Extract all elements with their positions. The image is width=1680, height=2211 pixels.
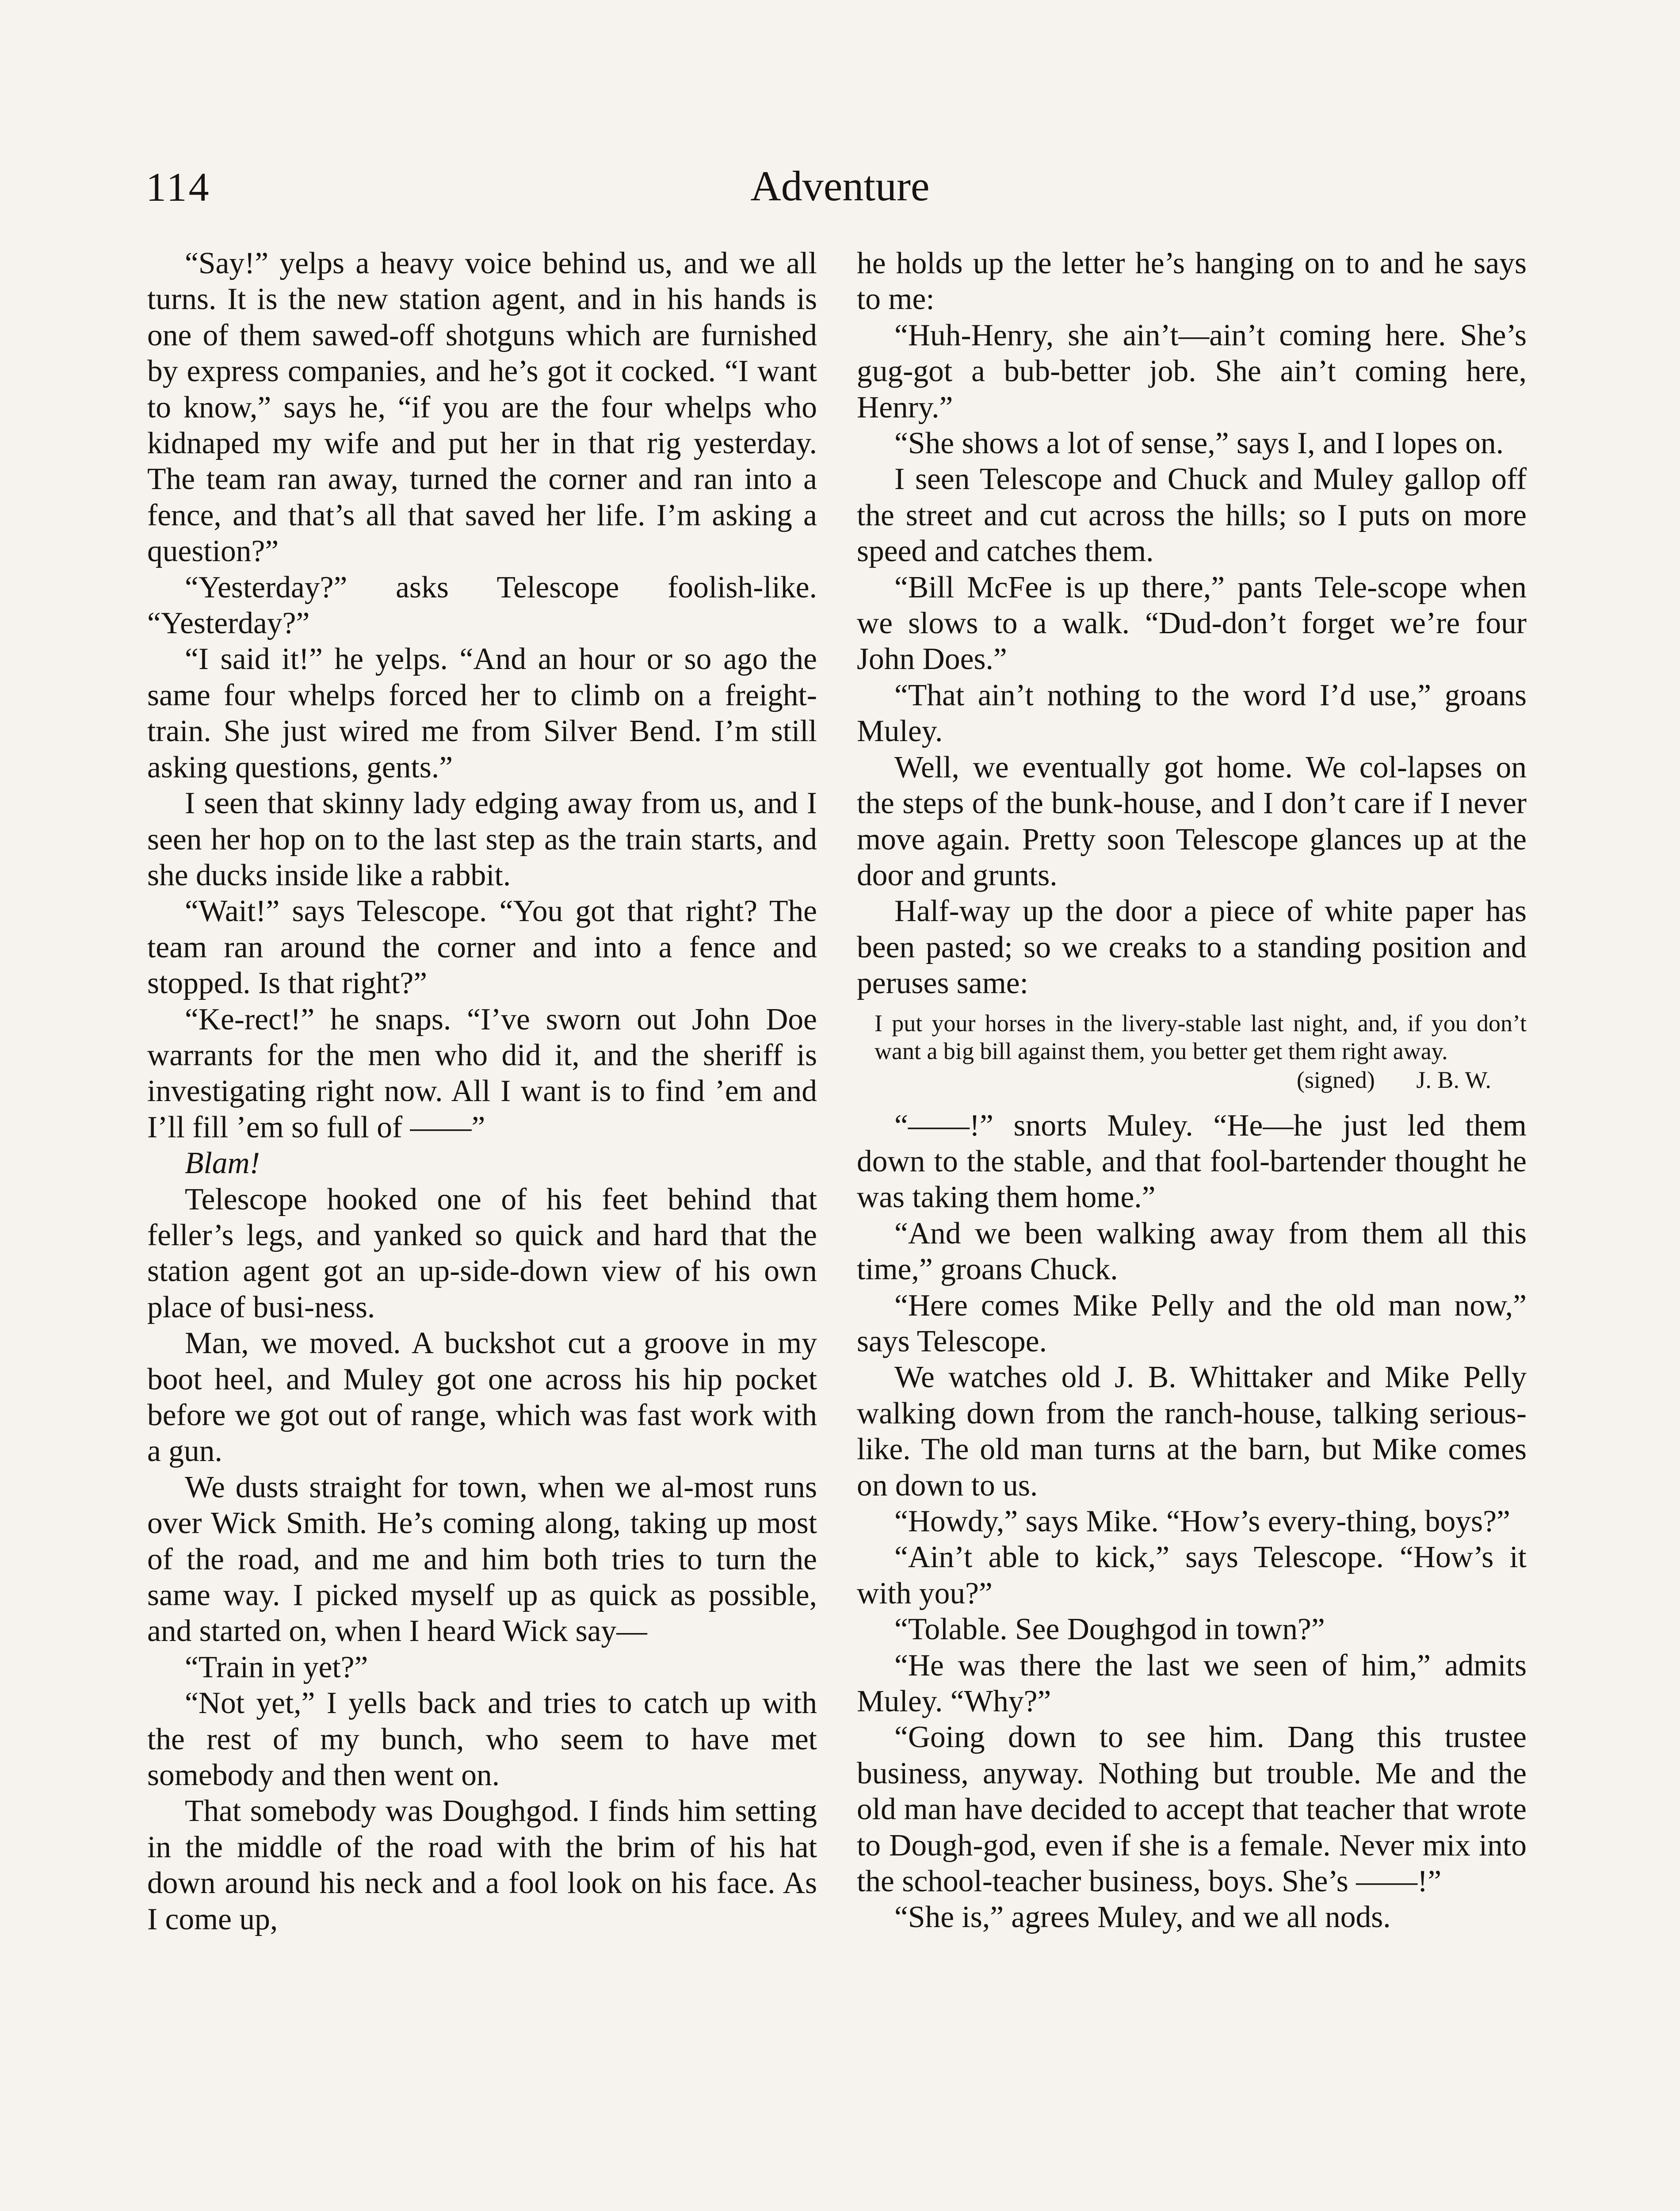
paragraph: “Ke-rect!” he snaps. “I’ve sworn out John Doe warrants for the men who did it, and the sheriff is investigating right now. All I want is to find ’em and I’ll fill ’em so full of ——” — [147, 1002, 817, 1144]
paragraph: “Tolable. See Doughgod in town?” — [894, 1612, 1325, 1647]
notice-signature — [857, 1065, 1527, 1094]
paragraph: “Ain’t able to kick,” says Telescope. “How’s it with you?” — [857, 1540, 1527, 1610]
paragraph: Well, we eventually got home. We col-lapses on the steps of the bunk-house, and I don’t care if I never move again. Pretty soon Telescope glances up at the door and grunts. — [857, 750, 1527, 892]
paragraph: I seen Telescope and Chuck and Muley gallop off the street and cut across the hills; so I puts on more speed and catches them. — [857, 462, 1527, 569]
paragraph-italic: Blam! — [185, 1146, 260, 1181]
right-column — [857, 245, 1527, 1936]
paragraph: “Say!” yelps a heavy voice behind us, and we all turns. It is the new station agent, and in his hands is one of them sawed-off shotguns which are furnished by express companies, and he’s got it cocked. “I want to know,” says he, “if you are the four whelps who kidnaped my wife and put her in that rig yesterday. The team ran away, turned the corner and ran into a fence, and that’s all that saved her life. I’m asking a question?” — [147, 246, 817, 569]
signature-initials: J. B. W. — [1416, 1066, 1491, 1093]
paragraph: “Huh-Henry, she ain’t—ain’t coming here. She’s gug-got a bub-better job. She ain’t coming here, Henry.” — [857, 318, 1527, 425]
paragraph: We dusts straight for town, when we al-most runs over Wick Smith. He’s coming along, taking up most of the road, and me and him both tries to turn the same way. I picked myself up as quick as possible, and started on, when I heard Wick say— — [147, 1470, 817, 1649]
notice-text: I put your horses in the livery-stable last night, and, if you don’t want a big bill against them, you better get them right away. — [874, 1010, 1527, 1064]
paragraph: That somebody was Doughgod. I finds him setting in the middle of the road with the brim of his hat down around his neck and a fool look on his face. As I come up, — [147, 1794, 817, 1936]
paragraph: I seen that skinny lady edging away from us, and I seen her hop on to the last step as the train starts, and she ducks inside like a rabbit. — [147, 786, 817, 892]
paragraph: “That ain’t nothing to the word I’d use,” groans Muley. — [857, 678, 1527, 749]
paragraph: “Going down to see him. Dang this trustee business, anyway. Nothing but trouble. Me and the old man have decided to accept that teacher that wrote to Dough-god, even if she is a female. Never mix into the school-teacher business, boys. She’s ——!” — [857, 1720, 1527, 1899]
signed-label: (signed) — [1296, 1066, 1375, 1093]
paragraph: “——!” snorts Muley. “He—he just led them down to the stable, and that fool-bartender thought he was taking them home.” — [857, 1108, 1527, 1215]
paragraph: “Not yet,” I yells back and tries to catch up with the rest of my bunch, who seem to have met somebody and then went on. — [147, 1686, 817, 1793]
page-number: 114 — [146, 164, 211, 210]
paragraph: Man, we moved. A buckshot cut a groove in my boot heel, and Muley got one across his hip pocket before we got out of range, which was fast work with a gun. — [147, 1326, 817, 1469]
paragraph: “And we been walking away from them all this time,” groans Chuck. — [857, 1216, 1527, 1287]
paragraph: Telescope hooked one of his feet behind that feller’s legs, and yanked so quick and hard that the station agent got an up-side-down view of his own place of busi-ness. — [147, 1182, 817, 1324]
paragraph: Half-way up the door a piece of white paper has been pasted; so we creaks to a standing position and peruses same: — [857, 894, 1527, 1001]
paragraph: “Bill McFee is up there,” pants Tele-scope when we slows to a walk. “Dud-don’t forget we’re four John Does.” — [857, 570, 1527, 677]
paragraph: “She is,” agrees Muley, and we all nods. — [894, 1900, 1391, 1935]
paragraph: “Yesterday?” asks Telescope foolish-like. “Yesterday?” — [147, 570, 817, 641]
paragraph: “Here comes Mike Pelly and the old man now,” says Telescope. — [857, 1288, 1527, 1358]
paragraph: “I said it!” he yelps. “And an hour or so ago the same four whelps forced her to climb on a freight-train. She just wired me from Silver Bend. I’m still asking questions, gents.” — [147, 642, 817, 784]
left-column — [147, 245, 817, 1937]
paragraph: “Howdy,” says Mike. “How’s every-thing, boys?” — [894, 1504, 1510, 1538]
paragraph-continued: he holds up the letter he’s hanging on to and he says to me: — [857, 246, 1527, 317]
door-notice — [857, 1010, 1527, 1065]
paragraph: “Train in yet?” — [185, 1650, 368, 1684]
paragraph: “He was there the last we seen of him,” admits Muley. “Why?” — [857, 1648, 1527, 1719]
paragraph: “Wait!” says Telescope. “You got that right? The team ran around the corner and into a fence and stopped. Is that right?” — [147, 894, 817, 1001]
paragraph: We watches old J. B. Whittaker and Mike Pelly walking down from the ranch-house, talking serious-like. The old man turns at the barn, but Mike comes on down to us. — [857, 1360, 1527, 1503]
running-head: Adventure — [750, 162, 930, 210]
paragraph: “She shows a lot of sense,” says I, and I lopes on. — [894, 426, 1504, 461]
